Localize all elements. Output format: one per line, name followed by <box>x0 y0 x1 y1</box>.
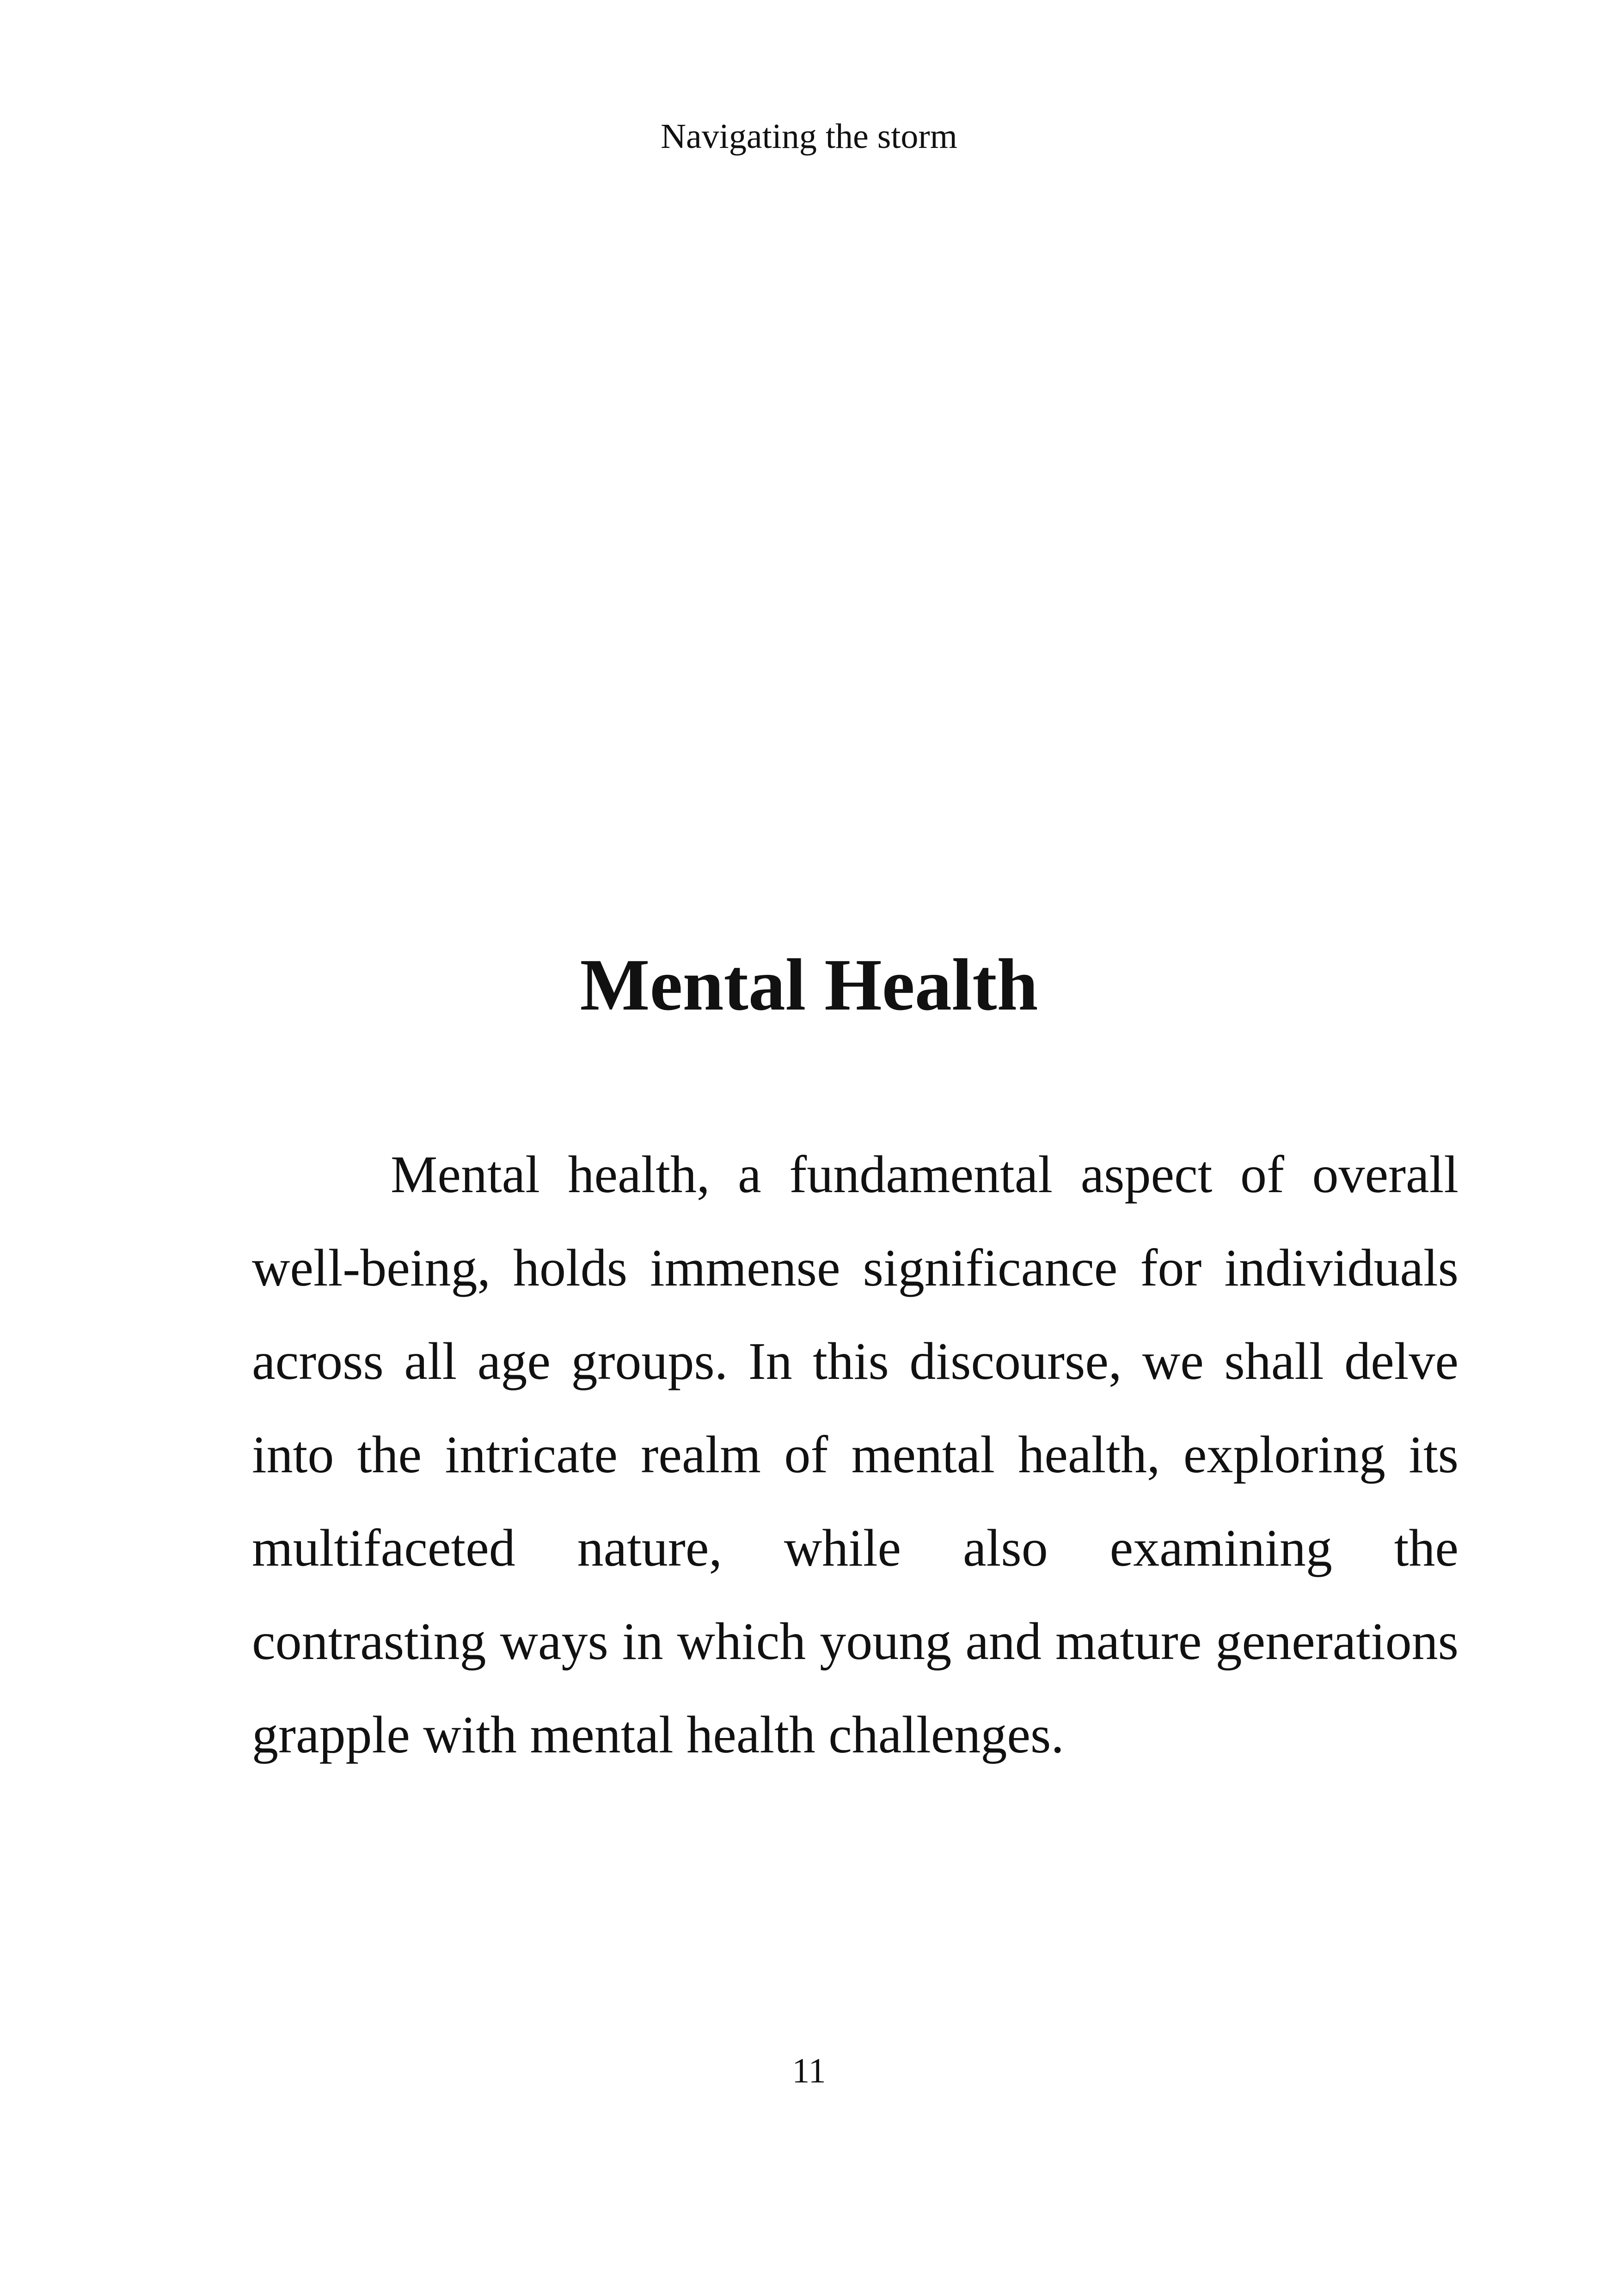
chapter-title: Mental Health <box>580 943 1038 1026</box>
page-number: 11 <box>792 2051 826 2090</box>
running-header: Navigating the storm <box>661 117 957 156</box>
body-paragraph: Mental health, a fundamental aspect of overall well-being, holds immense significance for individuals across all age groups. In this discourse, we shall delve into the intricate realm of mental health, exploring its multifaceted nature, while also examining the contrasting ways in which young and mature generations grapple with mental health challenges. <box>252 1145 1459 1764</box>
